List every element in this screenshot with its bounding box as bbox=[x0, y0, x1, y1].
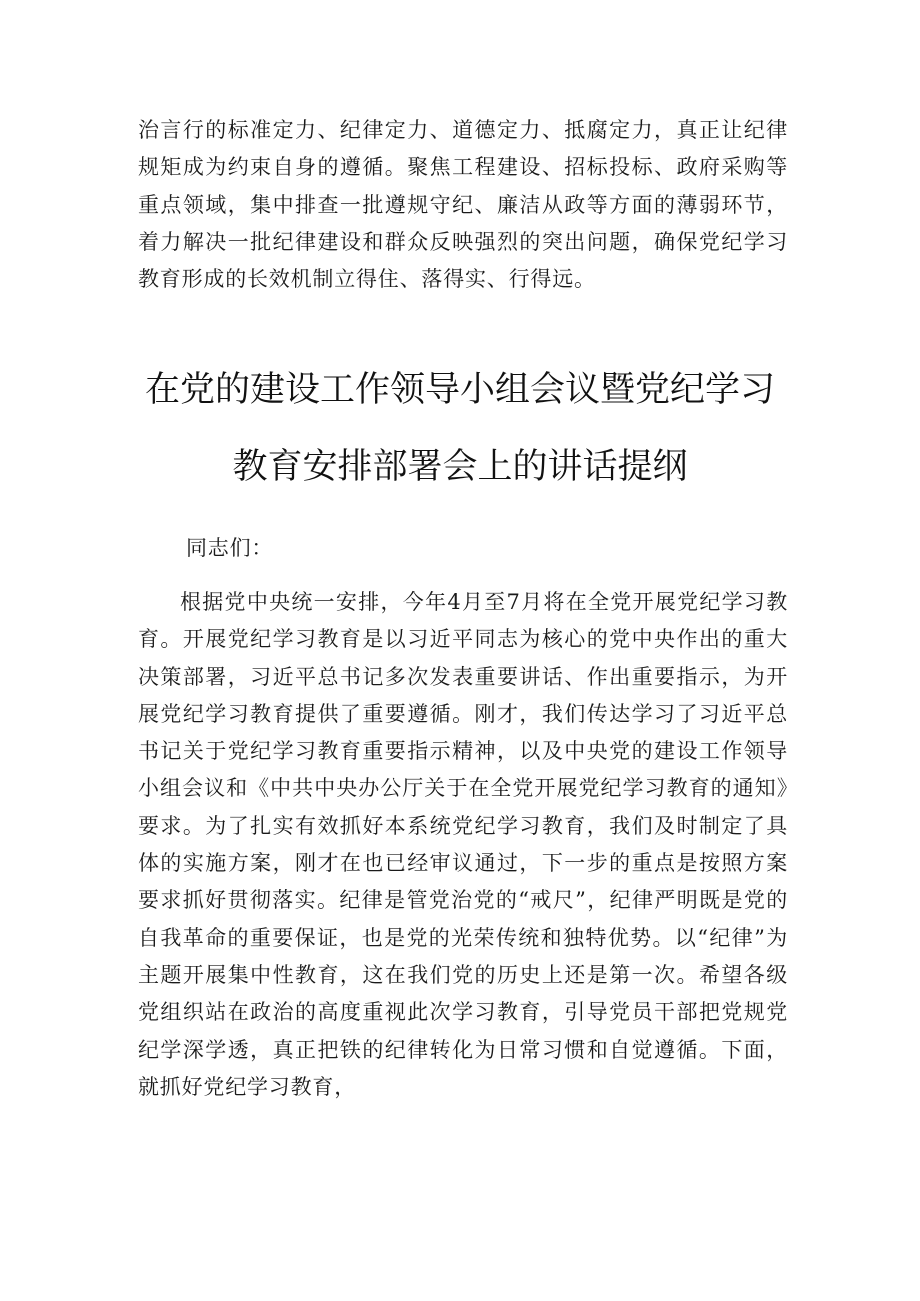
continued-paragraph: 治言行的标准定力、纪律定力、道德定力、抵腐定力，真正让纪律规矩成为约束自身的遵循。聚焦工程建设、招标投标、政府采购等重点领域，集中排查一批遵规守纪、廉洁从政等方面的薄弱环节，着力解决一批纪律建设和群众反映强烈的突出问题，确保党纪学习教育形成的长效机制立得住、落得实、行得远。 bbox=[138, 118, 788, 292]
speech-title-line-2: 教育安排部署会上的讲话提纲 bbox=[232, 447, 688, 487]
body-paragraph: 根据党中央统一安排，今年4月至7月将在全党开展党纪学习教育。开展党纪学习教育是以习近平同志为核心的党中央作出的重大决策部署，习近平总书记多次发表重要讲话、作出重要指示，为开展党纪学习教育提供了重要遵循。刚才，我们传达学习了习近平总书记关于党纪学习教育重要指示精神，以及中央党的建设工作领导小组会议和《中共中央办公厅关于在全党开展党纪学习教育的通知》要求。为了扎实有效抓好本系统党纪学习教育，我们及时制定了具体的实施方案，刚才在也已经审议通过，下一步的重点是按照方案要求抓好贯彻落实。纪律是管党治党的“戒尺”，纪律严明既是党的自我革命的重要保证，也是党的光荣传统和独特优势。以“纪律”为主题开展集中性教育，这在我们党的历史上还是第一次。希望各级党组织站在政治的高度重视此次学习教育，引导党员干部把党规党纪学深学透，真正把铁的纪律转化为日常习惯和自觉遵循。下面，就抓好党纪学习教育， bbox=[138, 590, 788, 1099]
salutation: 同志们： bbox=[186, 536, 274, 560]
speech-title-line-1: 在党的建设工作领导小组会议暨党纪学习 bbox=[144, 370, 775, 410]
